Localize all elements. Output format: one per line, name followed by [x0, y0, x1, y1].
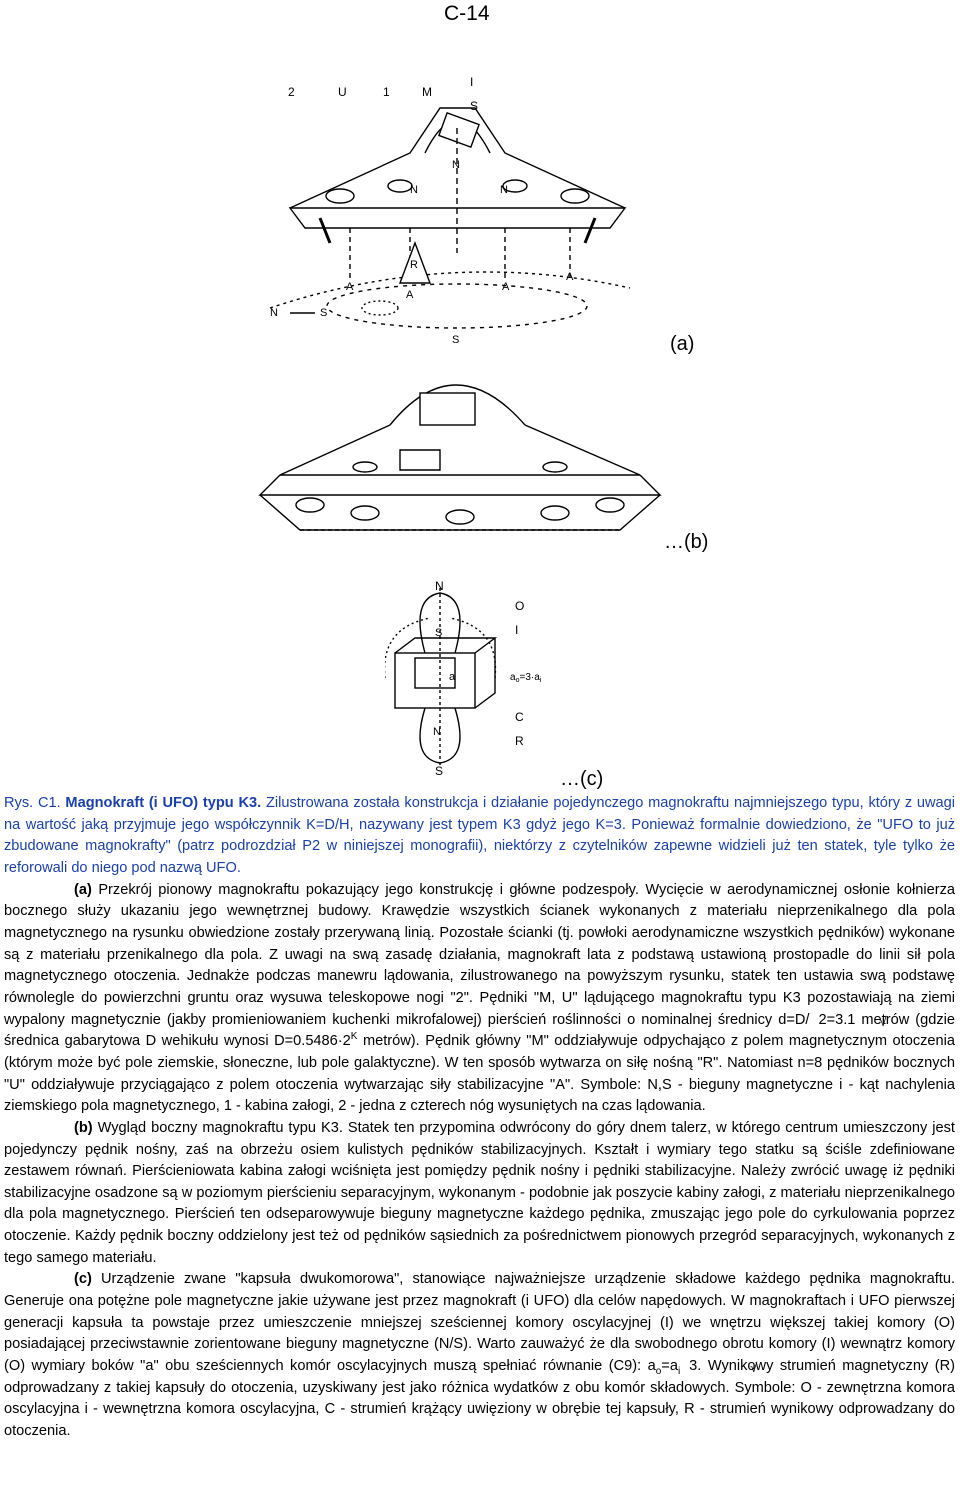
caption-body [4, 793, 955, 1443]
subscript-o: o [655, 1365, 662, 1377]
label-n-ground: N [270, 307, 278, 319]
diagram-a-cross-section [250, 68, 650, 348]
caption-title: Magnokraft (i UFO) typu K3. [65, 795, 262, 811]
page-number: C-14 [444, 2, 490, 25]
label-2: 2 [288, 85, 295, 99]
paragraph-a-text-2: =3.1 metrów (gdzie średnica gabarytowa D wehikułu wynosi D=0.5486·2 [4, 1011, 955, 1050]
capsule-formula: $a_o=3\cdot a_i$ [510, 672, 542, 684]
label-a3: A [502, 281, 510, 293]
label-n2: N [452, 159, 460, 171]
label-a4: A [566, 271, 574, 283]
paragraph-a-tag: (a) [74, 881, 92, 898]
label-a1: A [346, 281, 354, 293]
paragraph-c-text-3: . Wynikowy strumień magnetyczny (R) odprowadzany z takiej kapsuły do otoczenia, uzyskiwany jest jako różnica wydatków z obu komór składowych. Symbole: O - zewnętrzna komora oscylacyjna i - wewnętrzna komora oscylacyjna, C - strumień krążący uwięziony w obrębie tej kapsuły, R - strumień wynikowy odprowadzany do otoczenia. [4, 1358, 955, 1440]
label-s-ground: S [320, 307, 328, 319]
diagram-b-side-view [240, 355, 680, 555]
panel-label-c: …(c) [560, 768, 604, 790]
label-s: S [470, 99, 479, 113]
paragraph-a [4, 880, 955, 1118]
label-r: R [410, 259, 418, 271]
label-n1: N [410, 184, 418, 196]
panel-label-b: …(b) [664, 531, 709, 553]
caption-rys: Rys. C1. [4, 795, 61, 811]
paragraph-c-text-2: =a [661, 1358, 678, 1375]
label-a2: A [406, 289, 414, 301]
paragraph-a-text-1: Przekrój pionowy magnokraftu pokazujący jego konstrukcję i główne podzespoły. Wycięcie w aerodynamicznej osłonie kołnierza bocznego służy ukazaniu jego wewnętrznej budowy. Krawędzie wszystkich ścianek wykonanych z materiału nieprzenikalnego dla pola magnetycznego na rysunku obwiedzione zostały przerywaną linią. Pozostałe ścianki (tj. powłoki aerodynamiczne wszystkich pędników) wykonane są z materiału przenikalnego dla pola. Z uwagi na swą zasadę działania, magnokraft lata z podstawą ustawioną prostopadle do linii sił pola magnetycznego otoczenia. Jednakże podczas manewru lądowania, zilustrowanego na powyższym rysunku, statek ten ustawia swą podstawę równolegle do powierzchni gruntu oraz wysuwa teleskopowe nogi "2". Pędniki "M, U" lądującego magnokraftu typu K3 pozostawiają na ziemi wypalony magnetycznie (jakby promieniowaniem kuchenki mikrofalowej) pierścień roślinności o nominalnej średnicy d=D/ [4, 881, 955, 1028]
label-n3: N [500, 184, 508, 196]
diagram-c-capsule [385, 578, 565, 778]
label-m: M [422, 85, 432, 99]
superscript-k: K [350, 1031, 358, 1043]
label-u: U [338, 85, 347, 99]
capsule-label-n-bottom: N [433, 726, 441, 738]
paragraph-b-tag: (b) [74, 1119, 93, 1136]
sqrt-2: √ 2 [809, 1012, 826, 1028]
capsule-label-a: a [449, 671, 456, 683]
capsule-label-i: I [515, 623, 519, 637]
subscript-i: i [677, 1365, 681, 1377]
paragraph-c [4, 1269, 955, 1442]
paragraph-b-text: Wygląd boczny magnokraftu typu K3. Statek ten przypomina odwrócony do góry dnem talerz, w którego centrum umieszczony jest pojedynczy pędnik nośny, zaś na obrzeżu osiem kulistych pędników stabilizacyjnych. Kształt i wymiary tego statku są ściśle zdefiniowane zestawem równań. Pierścieniowata kabina załogi wciśnięta jest pomiędzy pędnik nośny i pędniki stabilizacyjne. Należy zwrócić uwagę iż pędniki stabilizacyjne osadzone są w poziomym pierścieniu separacyjnym, wykonanym - podobnie jak poszycie kabiny załogi, z materiału nieprzenikalnego dla pola magnetycznego. Pierścień ten odseparowywuje bieguny magnetyczne każdego pędnika, zmuszając jego pole do cyrkulowania poprzez otoczenie. Każdy pędnik boczny oddzielony jest też od pędników sąsiednich za pośrednictwem pionowych przegród separacyjnych, wykonanych z tego samego materiału. [4, 1119, 955, 1266]
paragraph-a-text-3: metrów). Pędnik główny "M" oddziaływuje odpychająco z polem magnetycznym otoczenia (którym może być pole ziemskie, słoneczne, lub pole galaktyczne). W ten sposób wytwarza on siłę nośną "R". Natomiast n=8 pędników bocznych "U" oddziaływuje przyciągająco z polem otoczenia wytwarzając siły stabilizacyjne "A". Symbole: N,S - bieguny magnetyczne i - kąt nachylenia ziemskiego pola magnetycznego, 1 - kabina załogi, 2 - jedna z czterech nóg wysuniętych na czas lądowania. [4, 1033, 955, 1115]
capsule-label-n-top: N [435, 579, 444, 593]
sqrt-3: √ 3 [680, 1358, 697, 1374]
label-i: I [470, 75, 474, 89]
capsule-label-o: O [515, 599, 525, 613]
label-1: 1 [383, 85, 390, 99]
capsule-label-c: C [515, 710, 524, 724]
capsule-label-r: R [515, 734, 524, 748]
label-s-bottom: S [452, 334, 460, 346]
caption-intro [4, 793, 955, 880]
paragraph-c-tag: (c) [74, 1271, 92, 1288]
capsule-label-s-bottom: S [435, 764, 444, 778]
paragraph-c-text-1: Urządzenie zwane "kapsuła dwukomorowa", stanowiące najważniejsze urządzenie składowe każdego pędnika magnokraftu. Generuje ona potężne pole magnetyczne jakie używane jest przez magnokraft (i UFO) dla celów napędowych. W magnokraftach i UFO pierwszej generacji kapsuła ta powstaje przez umieszczenie mniejszej sześciennej komory oscylacyjnej (I) we wnętrzu większej takiej komory (O) posiadającej przeciwstawnie zorientowane bieguny magnetyczne (N/S). Warto zauważyć że dla swobodnego obrotu komory (I) wewnątrz komory (O) wymiary boków "a" obu sześciennych komór oscylacyjnych muszą spełniać równanie (C9): a [4, 1271, 955, 1375]
capsule-label-s-top: S [435, 627, 443, 639]
paragraph-b [4, 1118, 955, 1270]
caption-intro-text: Zilustrowana została konstrukcja i działanie pojedynczego magnokraftu najmniejszego typu, który z uwagi na wartość jaką przyjmuje jego współczynnik K=D/H, nazywany jest typem K3 gdyż jego K=3. Ponieważ formalnie dowiedziono, że "UFO to już zbudowane magnokrafty" (patrz podrozdział P2 w niniejszej monografii), niektórzy z czytelników zapewne widzieli już ten statek, tyle tylko że reforowali do niego pod nazwą UFO. [4, 795, 956, 876]
panel-label-a: (a) [670, 333, 695, 355]
